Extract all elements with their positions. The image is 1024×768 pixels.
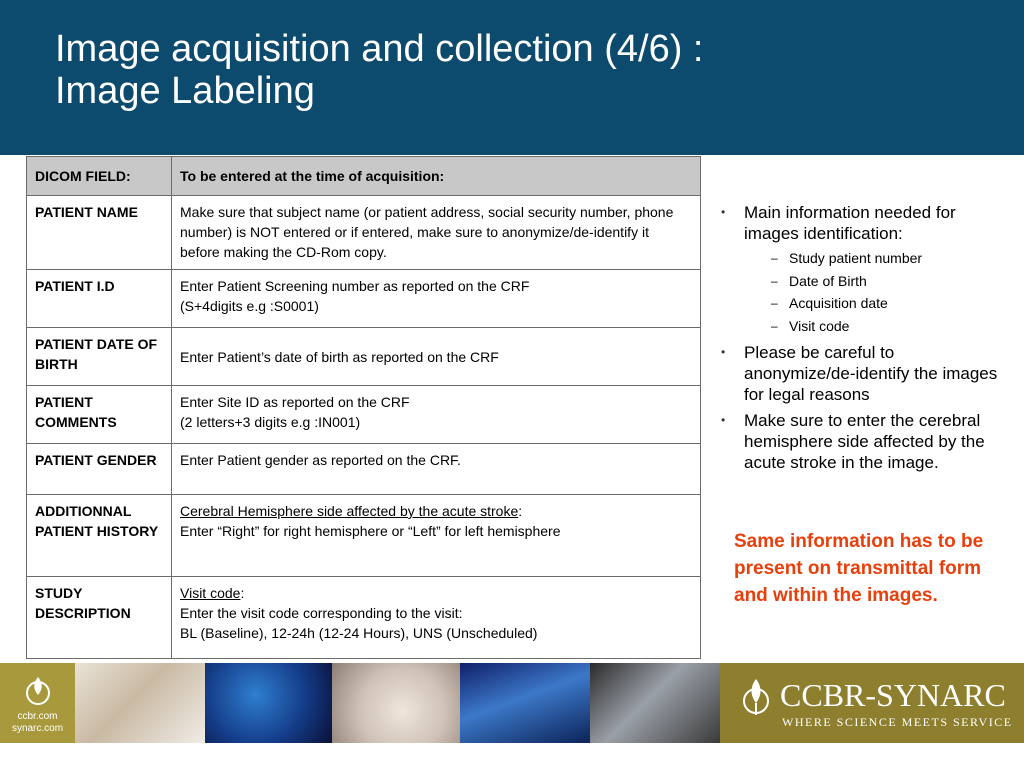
footer-banner bbox=[0, 663, 1024, 743]
value-text: Enter Patient Screening number as reported on the CRF bbox=[180, 278, 530, 294]
table-row bbox=[27, 196, 701, 270]
field-label: ADDITIONNAL PATIENT HISTORY bbox=[35, 503, 159, 539]
footer-url-synarc[interactable]: synarc.com bbox=[11, 723, 64, 734]
column-header-field: DICOM FIELD: bbox=[27, 157, 172, 196]
sub-bullet-item: – Study patient number bbox=[744, 247, 1003, 270]
field-label: PATIENT GENDER bbox=[35, 452, 157, 468]
photo-doctor-patient bbox=[75, 663, 205, 743]
value-text: (S+4digits e.g :S0001) bbox=[180, 298, 319, 314]
row-value-patient-comments bbox=[172, 386, 701, 444]
value-heading: Visit code bbox=[180, 585, 241, 601]
slide-title-line-1: Image acquisition and collection (4/6) : bbox=[55, 28, 704, 70]
photo-face bbox=[332, 663, 460, 743]
column-header-value: To be entered at the time of acquisition: bbox=[172, 157, 701, 196]
value-text: (2 letters+3 digits e.g :IN001) bbox=[180, 414, 361, 430]
table-row bbox=[27, 577, 701, 659]
row-field-patient-id bbox=[27, 270, 172, 328]
field-label: PATIENT DATE OF BIRTH bbox=[35, 336, 158, 372]
row-field-patient-comments bbox=[27, 386, 172, 444]
table-row bbox=[27, 270, 701, 328]
field-label: PATIENT NAME bbox=[35, 204, 138, 220]
row-value-additional-history: Cerebral Hemisphere side affected by the acute stroke: Enter “Right” for right hemisphere or “Left” for left hemisphere bbox=[172, 495, 701, 577]
sub-bullet-item: – Acquisition date bbox=[744, 292, 1003, 315]
bullet-list bbox=[718, 202, 1003, 478]
row-value-patient-dob bbox=[172, 328, 701, 386]
photo-brain-scan bbox=[205, 663, 332, 743]
value-text: Enter Patient gender as reported on the CRF. bbox=[180, 452, 461, 468]
sub-bullet-list bbox=[744, 247, 1003, 337]
sub-bullet-item: – Visit code bbox=[744, 315, 1003, 338]
row-value-patient-name bbox=[172, 196, 701, 270]
row-field-study-description bbox=[27, 577, 172, 659]
bullet-item bbox=[718, 202, 1003, 337]
brand-tagline: WHERE SCIENCE MEETS SERVICE bbox=[782, 715, 1013, 729]
table-row bbox=[27, 495, 701, 577]
value-text: Enter the visit code corresponding to the visit: bbox=[180, 605, 463, 621]
table-header-row bbox=[27, 157, 701, 196]
row-field-additional-history bbox=[27, 495, 172, 577]
photo-lab-flask bbox=[460, 663, 590, 743]
brand-block bbox=[720, 663, 1024, 743]
value-text: Enter Site ID as reported on the CRF bbox=[180, 394, 410, 410]
table-row bbox=[27, 444, 701, 495]
field-label: STUDY DESCRIPTION bbox=[35, 585, 131, 621]
slide-header bbox=[0, 0, 1024, 155]
dicom-fields-table bbox=[26, 156, 701, 659]
brand-logo-icon bbox=[742, 675, 770, 719]
footer-left-logo bbox=[0, 663, 75, 743]
sub-bullet-item: – Date of Birth bbox=[744, 270, 1003, 293]
photo-hand-xray bbox=[590, 663, 720, 743]
value-heading: Cerebral Hemisphere side affected by the acute stroke bbox=[180, 503, 519, 519]
field-label: PATIENT COMMENTS bbox=[35, 394, 117, 430]
field-label: PATIENT I.D bbox=[35, 278, 115, 294]
footer-url-ccbr[interactable]: ccbr.com bbox=[17, 711, 58, 722]
brand-name: CCBR-SYNARC bbox=[780, 677, 1006, 713]
value-text: BL (Baseline), 12-24h (12-24 Hours), UNS (Unscheduled) bbox=[180, 625, 538, 641]
bullet-item: • Make sure to enter the cerebral hemisphere side affected by the acute stroke in the image. bbox=[718, 410, 1003, 473]
table-row bbox=[27, 386, 701, 444]
slide-title bbox=[55, 28, 703, 112]
table-row bbox=[27, 328, 701, 386]
bullet-text: Main information needed for images identification: bbox=[744, 203, 956, 243]
row-value-patient-id bbox=[172, 270, 701, 328]
row-field-patient-dob bbox=[27, 328, 172, 386]
row-value-study-description: Visit code: Enter the visit code corresponding to the visit: BL (Baseline), 12-24h (12-24 Hours), UNS (Unscheduled) bbox=[172, 577, 701, 659]
row-value-patient-gender bbox=[172, 444, 701, 495]
value-text: Enter “Right” for right hemisphere or “Left” for left hemisphere bbox=[180, 523, 561, 539]
slide-title-line-2: Image Labeling bbox=[55, 70, 315, 112]
row-field-patient-name bbox=[27, 196, 172, 270]
row-field-patient-gender bbox=[27, 444, 172, 495]
bottom-strip bbox=[0, 743, 1024, 768]
highlight-note: Same information has to be present on transmittal form and within the images. bbox=[734, 531, 984, 606]
value-text: Enter Patient’s date of birth as reported on the CRF bbox=[180, 348, 499, 365]
value-text: Make sure that subject name (or patient address, social security number, phone number) is NOT entered or if entered, make sure to anonymize/de-identify it before making the CD-Rom copy. bbox=[180, 204, 674, 260]
leaf-logo-icon bbox=[25, 673, 51, 707]
bullet-item: • Please be careful to anonymize/de-identify the images for legal reasons bbox=[718, 342, 1003, 405]
